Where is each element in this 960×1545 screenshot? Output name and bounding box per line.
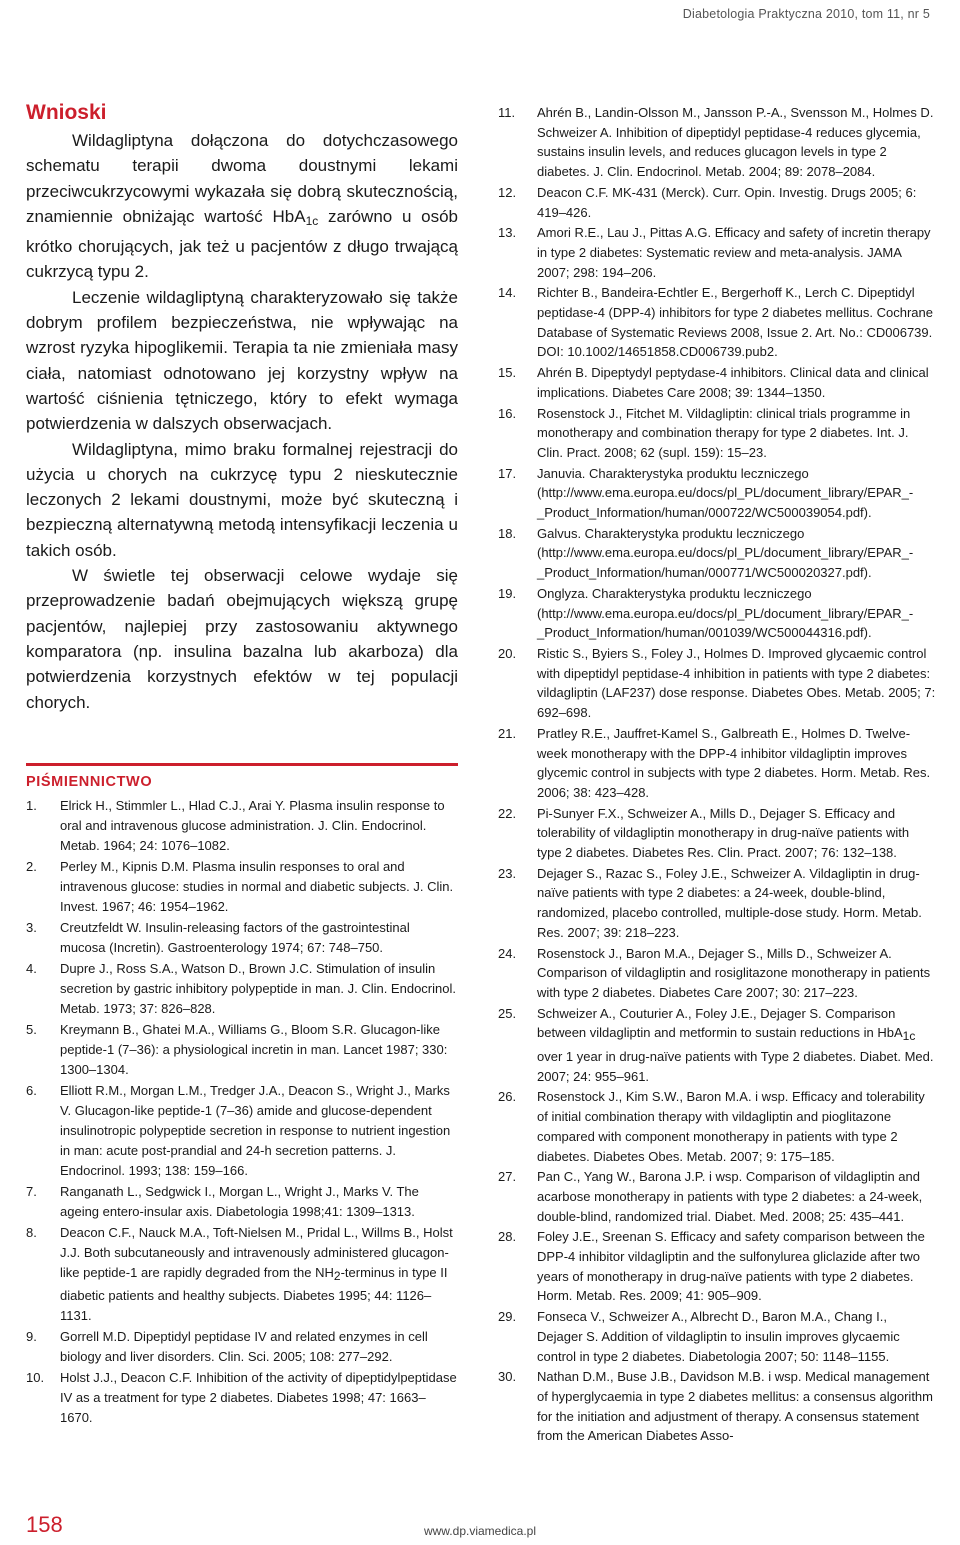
reference-item (498, 644, 936, 723)
reference-text: Pi-Sunyer F.X., Schweizer A., Mills D., Dejager S. Efficacy and tolerability of vildagliptin monotherapy in drug-naïve patients with type 2 diabetes. Diabetes Res. Clin. Pract. 2007; 76: 132–138. (537, 805, 910, 861)
reference-text: Pan C., Yang W., Barona J.P. i wsp. Comparison of vildagliptin and acarbose monotherapy in patients with type 2 diabetes: a 24-week, double-blind, randomized trial. Diabet. Med. 2008; 25: 435–441. (537, 1169, 923, 1224)
reference-number: 4. (26, 960, 37, 976)
hba1c-subscript: 1c (305, 213, 319, 228)
reference-item (26, 1020, 458, 1080)
reference-item (498, 464, 936, 523)
reference-text-part-b: over 1 year in drug-naïve patients with Type 2 diabetes. Diabet. Med. 2007; 24: 955–961. (537, 1049, 934, 1084)
reference-number: 22. (498, 805, 517, 821)
reference-text: Dupre J., Ross S.A., Watson D., Brown J.C. Stimulation of insulin secretion by gastric inhibitory polypeptide in man. J. Clin. Endocrinol. Metab. 1973; 37: 826–828. (60, 960, 456, 1016)
reference-text: Galvus. Charakterystyka produktu leczniczego (http://www.ema.europa.eu/docs/pl_PL/document_library/EPAR_-_Product_Information/human/000771/WC500020327.pdf). (537, 525, 914, 581)
reference-item (498, 1087, 936, 1166)
reference-number: 14. (498, 285, 517, 301)
references-list-right (498, 103, 936, 1446)
reference-text: Dejager S., Razac S., Foley J.E., Schweizer A. Vildagliptin in drug-naïve patients with type 2 diabetes: a 24-week, double-blind, randomized, placebo controlled, multiple-dose study. Horm. Metab. Res. 2007; 39: 218–223. (537, 865, 922, 940)
reference-number: 27. (498, 1169, 517, 1185)
reference-item (498, 1167, 936, 1226)
reference-number: 7. (26, 1183, 37, 1199)
conclusions-paragraph-3: Wildagliptyna, mimo braku formalnej rejestracji do użycia u chorych na cukrzycę typu 2 nieskutecznie leczonych 2 lekami doustnymi, może być skuteczną i bezpieczną alternatywną metodą intensyfikacji leczenia u takich osób. (26, 439, 458, 560)
nh2-subscript: 2 (333, 1268, 341, 1283)
reference-number: 29. (498, 1309, 517, 1325)
reference-text: Ranganath L., Sedgwick I., Morgan L., Wright J., Marks V. The ageing entero-insular axis. Diabetologia 1998;41: 1309–1313. (60, 1183, 419, 1219)
reference-item (26, 1223, 458, 1326)
reference-number: 8. (26, 1224, 37, 1240)
reference-item (498, 524, 936, 583)
references-divider (26, 763, 458, 766)
reference-number: 24. (498, 945, 517, 961)
reference-text: Rosenstock J., Fitchet M. Vildagliptin: clinical trials programme in monotherapy and combination therapy for type 2 diabetes. Int. J. Clin. Pract. 2008; 62 (supl. 159): 15–23. (537, 405, 911, 460)
reference-number: 16. (498, 405, 517, 421)
reference-item (498, 584, 936, 643)
conclusions-paragraph-4: W świetle tej obserwacji celowe wydaje się przeprowadzenie badań obejmujących większą grupę pacjentów, najlepiej przy zastosowaniu aktywnego komparatora (np. insulina bazalna lub akarboza) dla potwierdzenia korzystnych efektów w tej populacji chorych. (26, 566, 458, 712)
reference-number: 30. (498, 1369, 517, 1385)
reference-text: Gorrell M.D. Dipeptidyl peptidase IV and related enzymes in cell biology and liver disorders. Clin. Sci. 2005; 108: 277–292. (60, 1328, 428, 1364)
reference-number: 18. (498, 525, 517, 541)
reference-item (498, 283, 936, 362)
reference-text: Richter B., Bandeira-Echtler E., Bergerhoff K., Lerch C. Dipeptidyl peptidase-4 (DPP-4) inhibitors for type 2 diabetes mellitus. Cochrane Database of Systematic Reviews 2008, Issue 2. Art. No.: CD006739. DOI: 10.1002/14651858.CD006739.pub2. (537, 285, 933, 360)
running-head: Diabetologia Praktyczna 2010, tom 11, nr 5 (682, 7, 930, 21)
reference-item (26, 1081, 458, 1181)
footer-website-link[interactable]: www.dp.viamedica.pl (423, 1524, 537, 1538)
conclusions-paragraph-1 (26, 128, 458, 285)
reference-item (498, 724, 936, 803)
reference-text: Onglyza. Charakterystyka produktu leczniczego (http://www.ema.europa.eu/docs/pl_PL/document_library/EPAR_-_Product_Information/human/001039/WC500044316.pdf). (537, 585, 914, 641)
page-number: 158 (26, 1512, 63, 1537)
conclusions-p1-part-a: Wildagliptyna dołączona do dotychczasowego schematu terapii dwoma doustnymi lekami przeciwcukrzycowymi wykazała się dobrą skutecznością, znamiennie obniżając wartość HbA (26, 131, 458, 226)
reference-text: Ahrén B. Dipeptydyl peptydase-4 inhibitors. Clinical data and clinical implications. Diabetes Care 2008; 39: 1344–1350. (537, 365, 929, 400)
reference-text: Nathan D.M., Buse J.B., Davidson M.B. i wsp. Medical management of hyperglycaemia in type 2 diabetes mellitus: a consensus algorithm for the initiation and adjustment of therapy. A consensus statement from the American Diabetes Asso- (537, 1369, 933, 1444)
reference-text: Amori R.E., Lau J., Pittas A.G. Efficacy and safety of incretin therapy in type 2 diabetes: Systematic review and meta-analysis. JAMA 2007; 298: 194–206. (537, 225, 931, 280)
reference-number: 1. (26, 797, 37, 813)
reference-item (498, 804, 936, 863)
reference-number: 6. (26, 1082, 37, 1098)
reference-number: 19. (498, 585, 517, 601)
reference-item (498, 864, 936, 943)
section-title-conclusions: Wnioski (26, 101, 107, 124)
reference-number: 15. (498, 365, 517, 381)
reference-number: 12. (498, 184, 517, 200)
reference-item (26, 959, 458, 1019)
references-list-left (26, 796, 458, 1428)
reference-text: Kreymann B., Ghatei M.A., Williams G., Bloom S.R. Glucagon-like peptide-1 (7–36): a physiological incretin in man. Lancet 1987; 330: 1300–1304. (60, 1021, 448, 1077)
left-column (26, 100, 458, 1429)
reference-item (498, 363, 936, 402)
reference-number: 13. (498, 225, 517, 241)
reference-text-part-b: -terminus in type II diabetic patients and healthy subjects. Diabetes 1995; 44: 1126–1131. (60, 1264, 448, 1323)
reference-item (498, 223, 936, 282)
reference-text: Pratley R.E., Jauffret-Kamel S., Galbreath E., Holmes D. Twelve-week monotherapy with the DPP-4 inhibitor vildagliptin improves glycemic control in subjects with type 2 diabetes. Horm. Metab. Res. 2006; 38: 423–428. (537, 725, 931, 800)
reference-text: Perley M., Kipnis D.M. Plasma insulin responses to oral and intravenous glucose: studies in normal and diabetic subjects. J. Clin. Invest. 1967; 46: 1954–1962. (60, 858, 454, 914)
reference-text: Rosenstock J., Kim S.W., Baron M.A. i wsp. Efficacy and tolerability of initial combination therapy with vildagliptin and pioglitazone compared with component monotherapy in patients with type 2 diabetes. Diabetes Obes. Metab. 2007; 9: 175–185. (537, 1089, 925, 1164)
reference-item (498, 1227, 936, 1306)
reference-item (26, 1327, 458, 1367)
reference-item (498, 103, 936, 182)
reference-item (26, 796, 458, 856)
reference-text: Fonseca V., Schweizer A., Albrecht D., Baron M.A., Chang I., Dejager S. Addition of vildagliptin to insulin improves glycaemic control in type 2 diabetes. Diabetologia 2007; 50: 1148–1155. (537, 1309, 900, 1364)
reference-text: Elliott R.M., Morgan L.M., Tredger J.A., Deacon S., Wright J., Marks V. Glucagon-like peptide-1 (7–36) amide and glucose-dependent insulinotropic polypeptide secretion in response to nutrient ingestion in man: acute post-prandial and 24-h secretion patterns. J. Endocrinol. 1993; 138: 159–166. (60, 1082, 451, 1178)
reference-text-part-a: Schweizer A., Couturier A., Foley J.E., Dejager S. Comparison between vildagliptin and metformin to sustain reductions in HbA (537, 1005, 903, 1041)
reference-text: Deacon C.F. MK-431 (Merck). Curr. Opin. Investig. Drugs 2005; 6: 419–426. (537, 184, 917, 220)
reference-text: Rosenstock J., Baron M.A., Dejager S., Mills D., Schweizer A. Comparison of vildagliptin and rosiglitazone monotherapy in patients with type 2 diabetes. Diabetes Care 2007; 30: 217–223. (537, 945, 931, 1000)
reference-item (498, 183, 936, 222)
reference-number: 2. (26, 858, 37, 874)
reference-item (498, 1307, 936, 1366)
reference-number: 5. (26, 1021, 37, 1037)
reference-item (498, 1367, 936, 1446)
reference-number: 3. (26, 919, 37, 935)
reference-number: 10. (26, 1369, 45, 1385)
reference-text: Holst J.J., Deacon C.F. Inhibition of the activity of dipeptidylpeptidase IV as a treatment for type 2 diabetes. Diabetes 1998; 47: 1663–1670. (60, 1369, 457, 1425)
reference-text: Ahrén B., Landin-Olsson M., Jansson P.-A., Svensson M., Holmes D. Schweizer A. Inhibition of dipeptidyl peptidase-4 reduces glycemia, sustains insulin levels, and reduces glucagon levels in type 2 diabetes. J. Clin. Endocrinol. Metab. 2004; 89: 2078–2084. (537, 105, 934, 180)
reference-item (26, 1182, 458, 1222)
reference-number: 11. (498, 105, 516, 120)
reference-number: 20. (498, 645, 517, 661)
reference-item (26, 918, 458, 958)
reference-item (26, 1368, 458, 1428)
reference-text: Foley J.E., Sreenan S. Efficacy and safety comparison between the DPP-4 inhibitor vildagliptin and the sulfonylurea gliclazide after two years of monotherapy in drug-naïve patients with type 2 diabetes. Horm. Metab. Res. 2009; 41: 905–909. (537, 1229, 925, 1304)
conclusions-p1-part-b: zarówno u osób krótko chorujących, jak też u pacjentów z długo trwającą cukrzycą typu 2. (26, 206, 458, 282)
reference-text-part-a: Deacon C.F., Nauck M.A., Toft-Nielsen M., Pridal L., Willms B., Holst J.J. Both subcutaneously and intravenously administered glucagon-like peptide-1 are rapidly degraded from the NH (60, 1224, 453, 1280)
reference-text: Januvia. Charakterystyka produktu leczniczego (http://www.ema.europa.eu/docs/pl_PL/document_library/EPAR_-_Product_Information/human/000722/WC500039054.pdf). (537, 465, 914, 521)
reference-text: Creutzfeldt W. Insulin-releasing factors of the gastrointestinal mucosa (Incretin). Gastroenterology 1974; 67: 748–750. (60, 919, 410, 955)
right-column (498, 103, 936, 1447)
reference-number: 25. (498, 1005, 517, 1021)
conclusions-paragraph-2: Leczenie wildagliptyną charakteryzowało się także dobrym profilem bezpieczeństwa, nie wpływając na wzrost ryzyka hipoglikemii. Terapia ta nie zmieniała masy ciała, natomiast odnotowano jej korzystny wpływ na wartość ciśnienia tętniczego, który to efekt wymaga potwierdzenia w dalszych obserwacjach. (26, 287, 458, 434)
reference-number: 26. (498, 1089, 517, 1105)
reference-item (498, 1004, 936, 1087)
reference-item (498, 404, 936, 463)
reference-number: 21. (498, 725, 517, 741)
reference-item (26, 857, 458, 917)
reference-number: 23. (498, 865, 517, 881)
references-title: PIŚMIENNICTWO (26, 773, 153, 790)
reference-number: 9. (26, 1328, 37, 1344)
reference-number: 28. (498, 1229, 517, 1245)
reference-number: 17. (498, 465, 517, 481)
reference-text: Ristic S., Byiers S., Foley J., Holmes D. Improved glycaemic control with dipeptidyl peptidase-4 inhibition in patients with type 2 diabetes: vildagliptin (LAF237) dose response. Diabetes Obes. Metab. 2005; 7: 692–698. (537, 645, 936, 721)
reference-text: Elrick H., Stimmler L., Hlad C.J., Arai Y. Plasma insulin response to oral and intravenous glucose administration. J. Clin. Endocrinol. Metab. 1964; 24: 1076–1082. (60, 797, 445, 853)
reference-item (498, 944, 936, 1003)
hba1c-subscript: 1c (902, 1029, 916, 1044)
